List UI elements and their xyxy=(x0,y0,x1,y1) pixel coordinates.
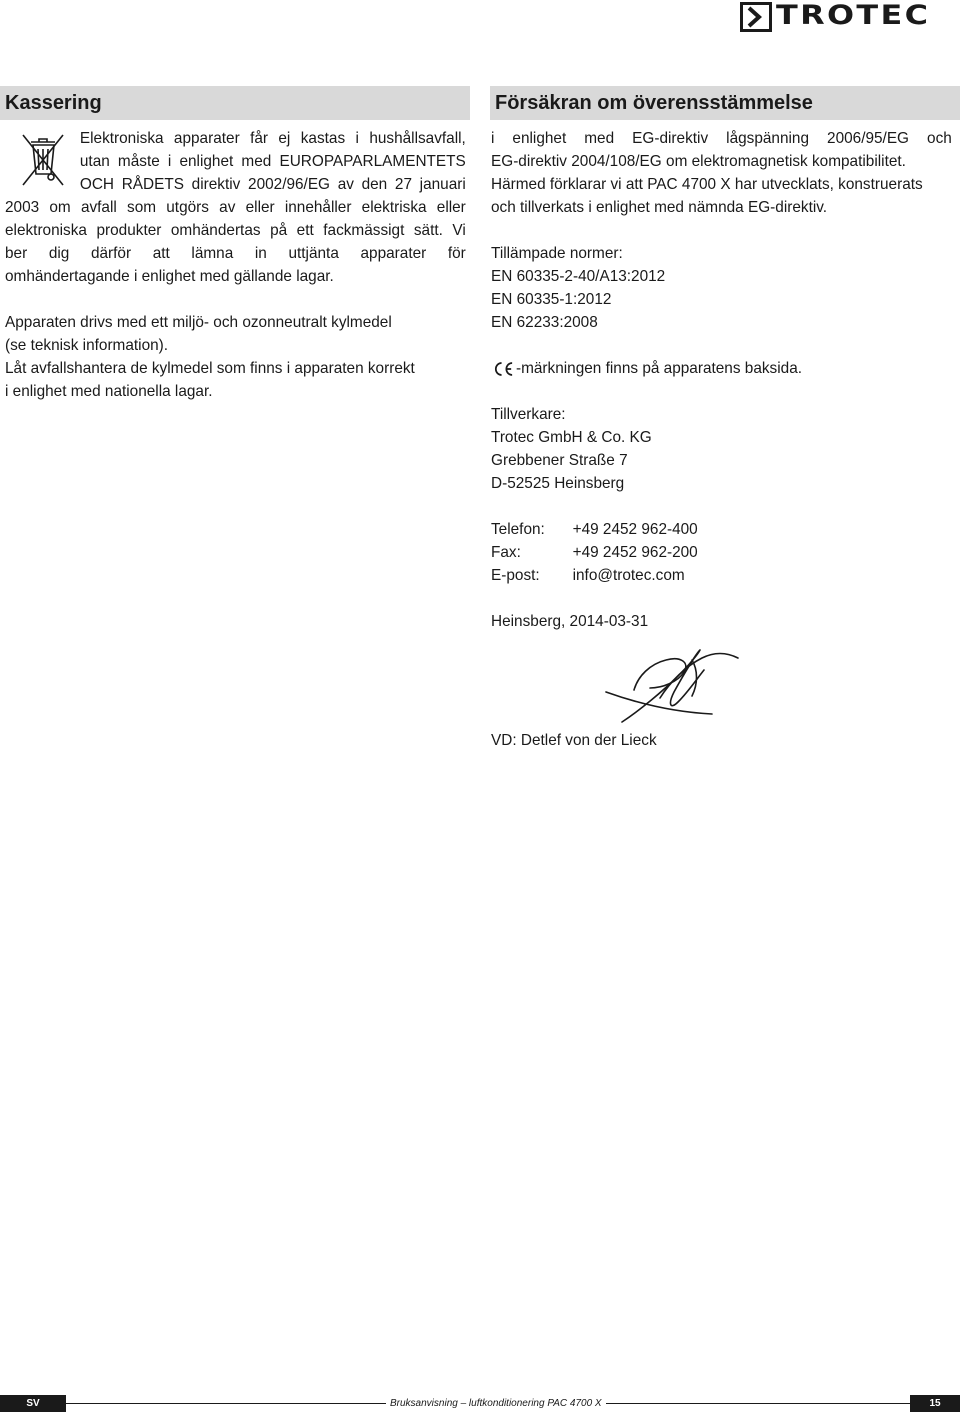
manufacturer-street: Grebbener Straße 7 xyxy=(491,452,628,469)
contact-label: E-post: xyxy=(491,567,540,584)
text-line: Låt avfallshantera de kylmedel som finns i apparaten korrekt xyxy=(5,360,415,377)
contact-row-fax xyxy=(491,541,952,564)
text-line: OCH RÅDETS direktiv 2002/96/EG av den 27 januari xyxy=(79,176,466,193)
contact-value: info@trotec.com xyxy=(572,567,685,584)
section-heading-conformity: Försäkran om överensstämmelse xyxy=(490,86,960,120)
text-line: ber dig därför att lämna in uttjänta apparater för xyxy=(5,245,466,262)
text-line: (se teknisk information). xyxy=(5,337,169,354)
manufacturer-city: D-52525 Heinsberg xyxy=(491,475,625,492)
text-line: Apparaten drivs med ett miljö- och ozonneutralt kylmedel xyxy=(5,314,392,331)
contact-row-phone xyxy=(491,518,952,541)
norm-item: EN 60335-2-40/A13:2012 xyxy=(491,268,666,285)
ce-mark-icon xyxy=(493,360,514,378)
section-heading-kassering: Kassering xyxy=(0,86,470,120)
ce-marking-text: -märkningen finns på apparatens baksida. xyxy=(515,360,803,377)
text-line: Härmed förklarar vi att PAC 4700 X har utvecklats, konstruerats xyxy=(491,176,923,193)
place-date: Heinsberg, 2014-03-31 xyxy=(491,613,649,630)
manufacturer-block xyxy=(491,403,952,495)
signatory: VD: Detlef von der Lieck xyxy=(491,732,657,749)
footer-title: Bruksanvisning – luftkonditionering PAC 4700 X xyxy=(386,1395,606,1412)
applied-norms xyxy=(491,242,952,334)
norm-item: EN 62233:2008 xyxy=(491,314,598,331)
text-line: EG-direktiv 2004/108/EG om elektromagnetisk kompatibilitet. xyxy=(491,153,906,170)
page-footer xyxy=(0,1395,960,1412)
text-line: 2003 om avfall som utgörs av eller innehåller elektriska eller xyxy=(5,199,466,216)
text-line: och tillverkats i enlighet med nämnda EG-direktiv. xyxy=(491,199,828,216)
norms-label: Tillämpade normer: xyxy=(491,245,623,262)
signature-image xyxy=(600,640,750,730)
contact-value: +49 2452 962-400 xyxy=(572,521,698,538)
page-number: 15 xyxy=(910,1395,960,1412)
text-line: Elektroniska apparater får ej kastas i hushållsavfall, xyxy=(79,130,466,147)
disposal-paragraph xyxy=(5,127,466,288)
refrigerant-paragraph xyxy=(5,311,466,403)
language-badge: SV xyxy=(0,1395,66,1412)
contact-block xyxy=(491,518,952,587)
conformity-intro xyxy=(491,127,952,219)
norm-item: EN 60335-1:2012 xyxy=(491,291,612,308)
manufacturer-label: Tillverkare: xyxy=(491,406,566,423)
text-line: i enlighet med nationella lagar. xyxy=(5,383,213,400)
contact-row-email xyxy=(491,564,952,587)
text-line: utan måste i enlighet med EUROPAPARLAMENTETS xyxy=(79,153,466,170)
text-line: i enlighet med EG-direktiv lågspänning 2006/95/EG och xyxy=(491,130,952,147)
manufacturer-name: Trotec GmbH & Co. KG xyxy=(491,429,652,446)
contact-label: Telefon: xyxy=(491,521,545,538)
contact-label: Fax: xyxy=(491,544,521,561)
ce-marking-line xyxy=(491,357,952,380)
trotec-logo xyxy=(740,2,956,32)
text-line: omhändertagande i enlighet med gällande lagar. xyxy=(5,268,334,285)
text-line: elektroniska produkter omhändertas på ett fackmässigt sätt. Vi xyxy=(5,222,466,239)
logo-chevron-icon xyxy=(740,2,772,32)
brand-wordmark: TROTEC xyxy=(776,0,931,31)
left-column xyxy=(5,127,466,403)
contact-value: +49 2452 962-200 xyxy=(572,544,698,561)
